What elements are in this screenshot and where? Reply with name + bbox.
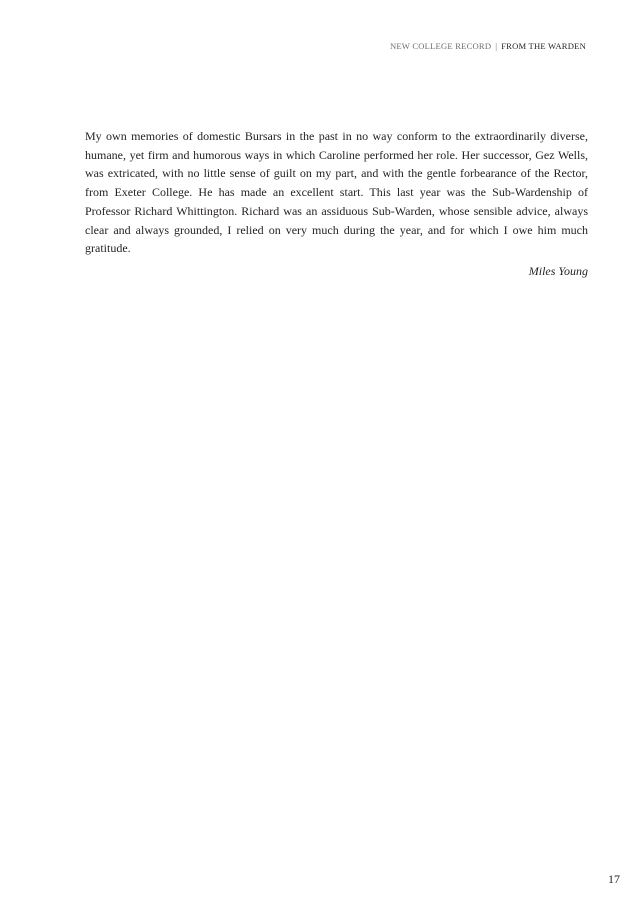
body-paragraph: My own memories of domestic Bursars in the past in no way conform to the extraordinarily diverse, humane, yet firm and humorous ways in which Caroline performed her role. Her successor, Gez Wells, was extricated, with no little sense of guilt on my part, and with the gentle forbearance of the Rector, from Exeter College. He has made an excellent start. This last year was the Sub-Wardenship of Professor Richard Whittington. Richard was an assiduous Sub-Warden, whose sensible advice, always clear and always grounded, I relied on very much during the year, and for which I owe him much gratitude. [85,129,588,256]
section-title: FROM THE WARDEN [501,41,586,51]
running-header [390,41,586,51]
signature: Miles Young [528,264,588,278]
page-number: 17 [608,872,620,886]
publication-title: NEW COLLEGE RECORD [389,41,492,51]
header-divider: | [495,41,498,51]
